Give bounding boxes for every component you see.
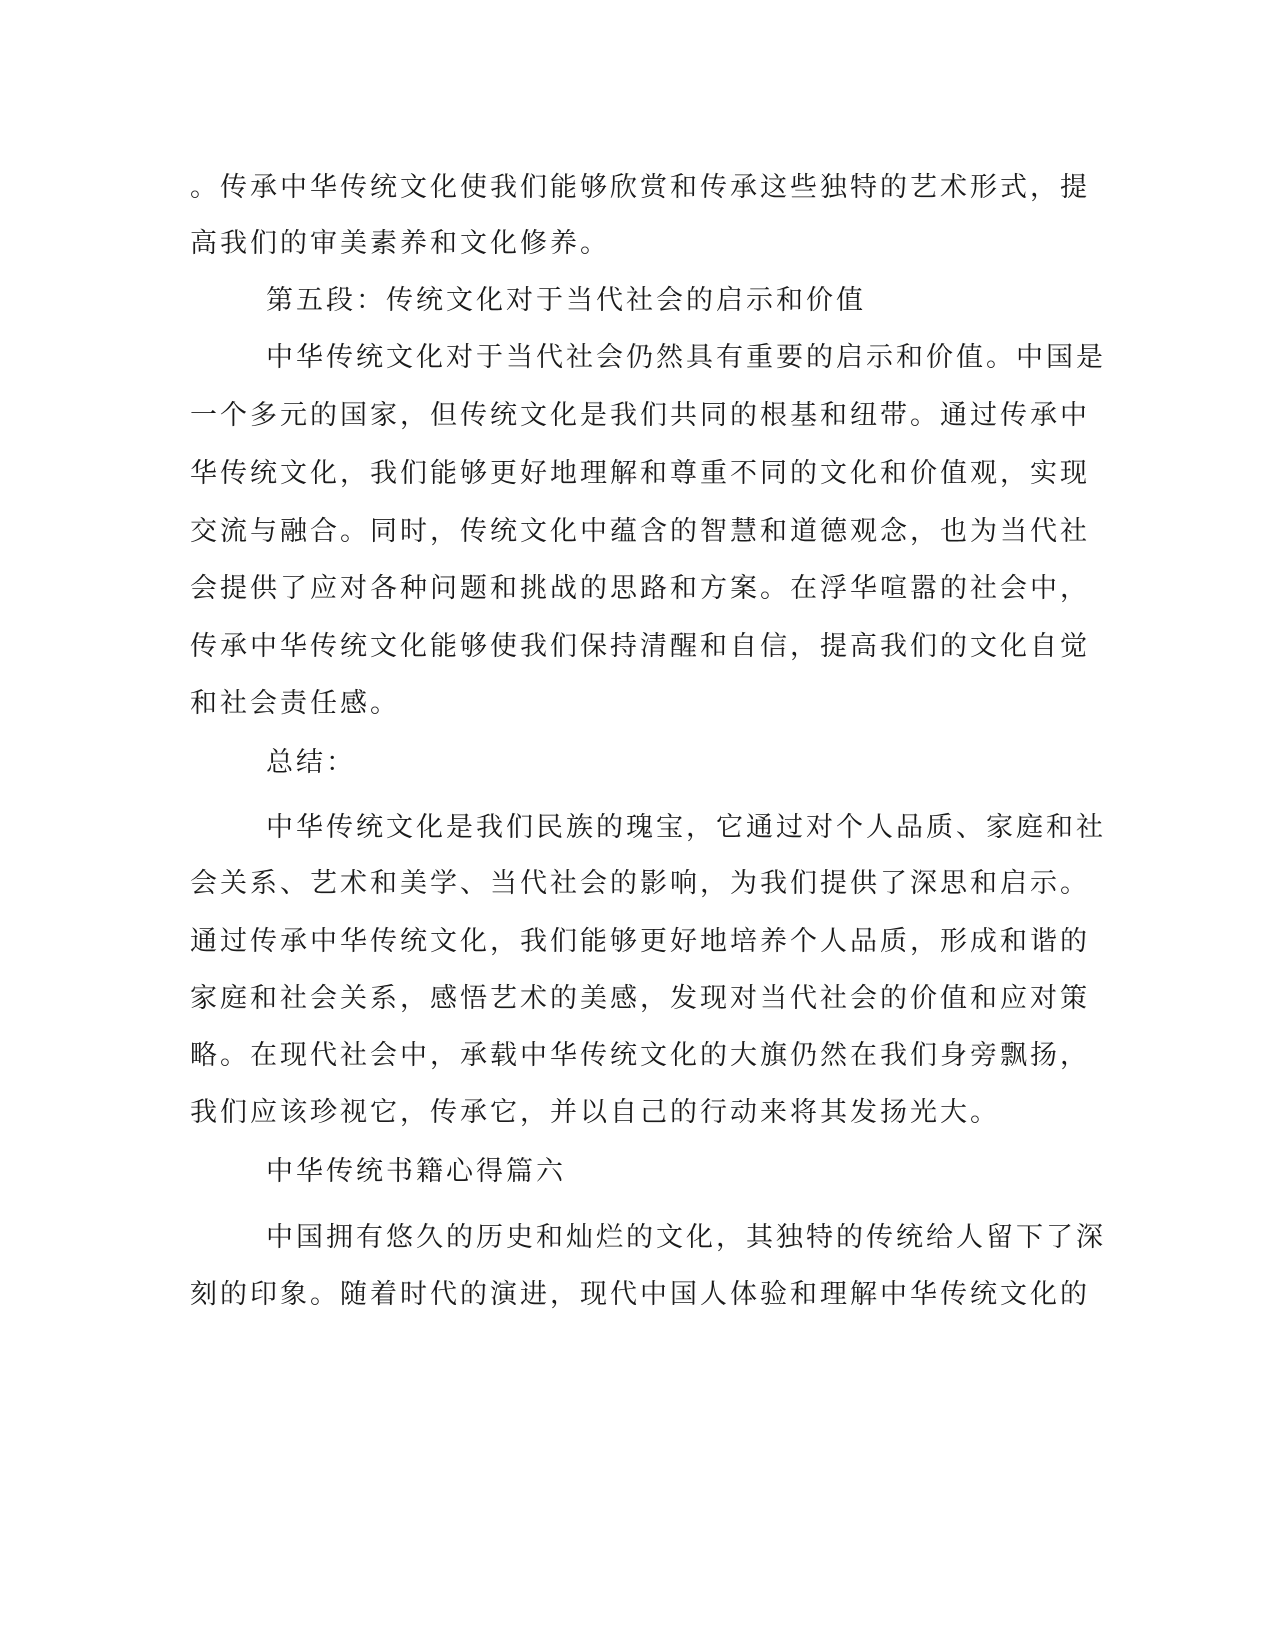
text-line-15: 家庭和社会关系，感悟艺术的美感，发现对当代社会的价值和应对策 <box>190 983 1090 1014</box>
text-line-10: 和社会责任感。 <box>190 688 400 719</box>
summary-heading: 总结： <box>266 747 356 778</box>
text-line-6: 华传统文化，我们能够更好地理解和尊重不同的文化和价值观，实现 <box>190 458 1090 489</box>
chapter-heading-6: 中华传统书籍心得篇六 <box>266 1156 566 1187</box>
text-line-7: 交流与融合。同时，传统文化中蕴含的智慧和道德观念，也为当代社 <box>190 516 1090 547</box>
text-line-9: 传承中华传统文化能够使我们保持清醒和自信，提高我们的文化自觉 <box>190 631 1090 662</box>
text-line-14: 通过传承中华传统文化，我们能够更好地培养个人品质，形成和谐的 <box>190 926 1090 957</box>
text-line-8: 会提供了应对各种问题和挑战的思路和方案。在浮华喧嚣的社会中， <box>190 573 1090 604</box>
text-line-19: 中国拥有悠久的历史和灿烂的文化，其独特的传统给人留下了深 <box>266 1222 1106 1253</box>
text-line-4: 中华传统文化对于当代社会仍然具有重要的启示和价值。中国是 <box>266 342 1106 373</box>
text-line-2: 高我们的审美素养和文化修养。 <box>190 228 610 259</box>
section-heading-5: 第五段：传统文化对于当代社会的启示和价值 <box>266 285 866 316</box>
text-line-12: 中华传统文化是我们民族的瑰宝，它通过对个人品质、家庭和社 <box>266 812 1106 843</box>
text-line-16: 略。在现代社会中，承载中华传统文化的大旗仍然在我们身旁飘扬， <box>190 1040 1090 1071</box>
text-line-17: 我们应该珍视它，传承它，并以自己的行动来将其发扬光大。 <box>190 1097 1000 1128</box>
text-line-5: 一个多元的国家，但传统文化是我们共同的根基和纽带。通过传承中 <box>190 400 1090 431</box>
text-line-20: 刻的印象。随着时代的演进，现代中国人体验和理解中华传统文化的 <box>190 1279 1090 1310</box>
text-line-13: 会关系、艺术和美学、当代社会的影响，为我们提供了深思和启示。 <box>190 868 1090 899</box>
text-line-1: 。传承中华传统文化使我们能够欣赏和传承这些独特的艺术形式，提 <box>190 172 1090 203</box>
